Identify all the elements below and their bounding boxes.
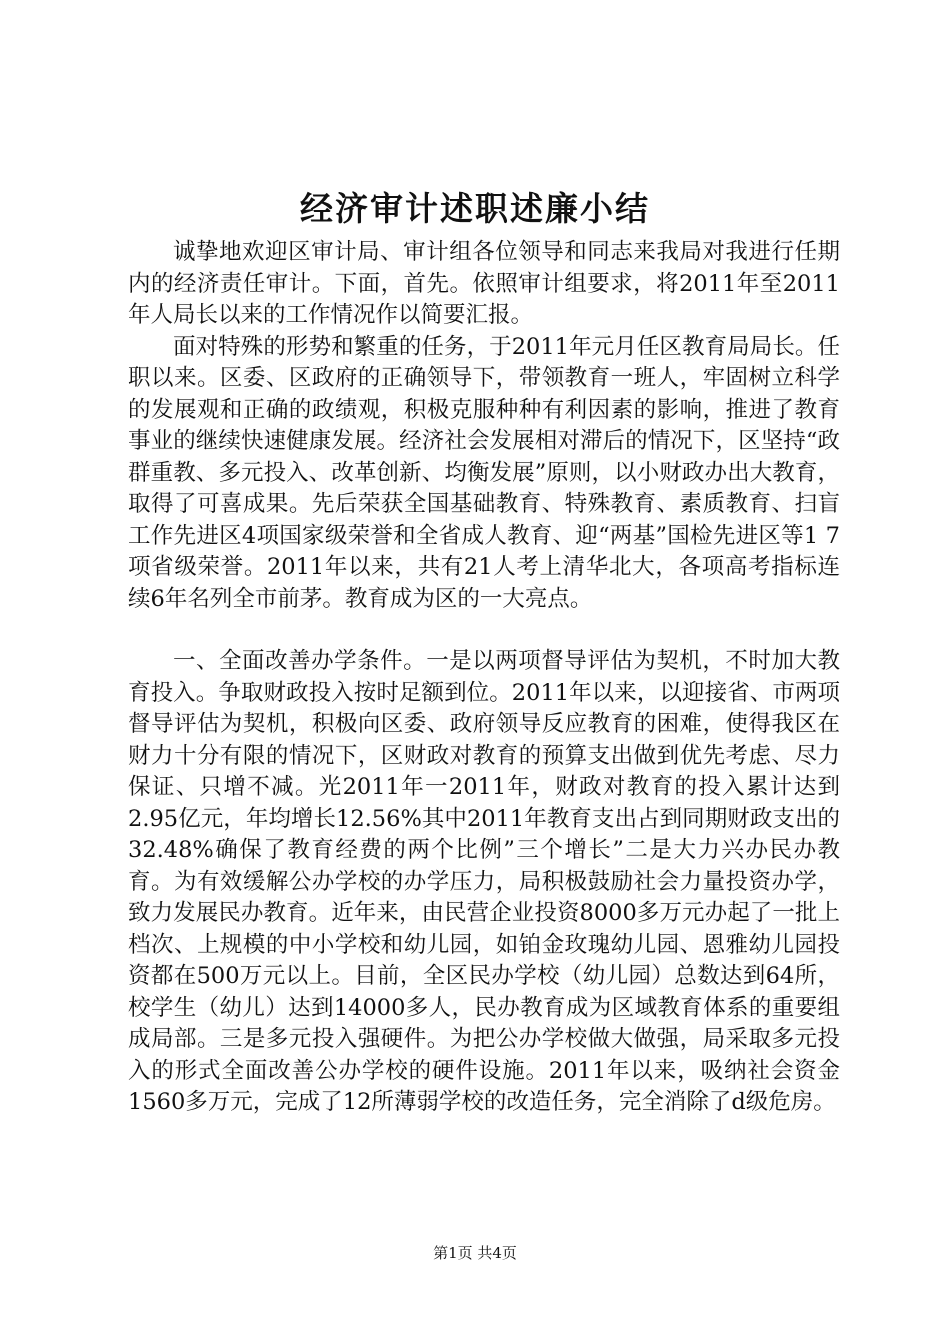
document-title: 经济审计述职述廉小结	[300, 189, 650, 228]
page-footer: 第1页 共4页	[433, 1244, 517, 1262]
document-body	[128, 237, 840, 1119]
paragraph-overview: 面对特殊的形势和繁重的任务，于2011年元月任区教育局局长。任职以来。区委、区政府的正确领导下，带领教育一班人，牢固树立科学的发展观和正确的政绩观，积极克服种种有利因素的影响，推进了教育事业的继续快速健康发展。经济社会发展相对滞后的情况下，区坚持“政群重教、多元投入、改革创新、均衡发展”原则，以小财政办出大教育，取得了可喜成果。先后荣获全国基础教育、特殊教育、素质教育、扫盲工作先进区4项国家级荣誉和全省成人教育、迎“两基”国检先进区等1 7项省级荣誉。2011年以来，共有21人考上清华北大，各项高考指标连续6年名列全市前茅。教育成为区的一大亮点。	[128, 333, 840, 612]
paragraph-intro: 诚挚地欢迎区审计局、审计组各位领导和同志来我局对我进行任期内的经济责任审计。下面，首先。依照审计组要求，将2011年至2011年人局长以来的工作情况作以简要汇报。	[128, 239, 840, 328]
paragraph-section-one: 一、全面改善办学条件。一是以两项督导评估为契机，不时加大教育投入。争取财政投入按时足额到位。2011年以来，以迎接省、市两项督导评估为契机，积极向区委、政府领导反应教育的困难，使得我区在财力十分有限的情况下，区财政对教育的预算支出做到优先考虑、尽力保证、只增不减。光2011年一2011年，财政对教育的投入累计达到2.95亿元，年均增长12.56%其中2011年教育支出占到同期财政支出的32.48%确保了教育经费的两个比例”三个增长”二是大力兴办民办教育。为有效缓解公办学校的办学压力，局积极鼓励社会力量投资办学，致力发展民办教育。近年来，由民营企业投资8000多万元办起了一批上档次、上规模的中小学校和幼儿园，如铂金玫瑰幼儿园、恩雅幼儿园投资都在500万元以上。目前，全区民办学校（幼儿园）总数达到64所，校学生（幼儿）达到14000多人，民办教育成为区域教育体系的重要组成局部。三是多元投入强硬件。为把公办学校做大做强，局采取多元投入的形式全面改善公办学校的硬件设施。2011年以来，吸纳社会资金1560多万元，完成了12所薄弱学校的改造任务，完全消除了d级危房。	[128, 648, 840, 1115]
